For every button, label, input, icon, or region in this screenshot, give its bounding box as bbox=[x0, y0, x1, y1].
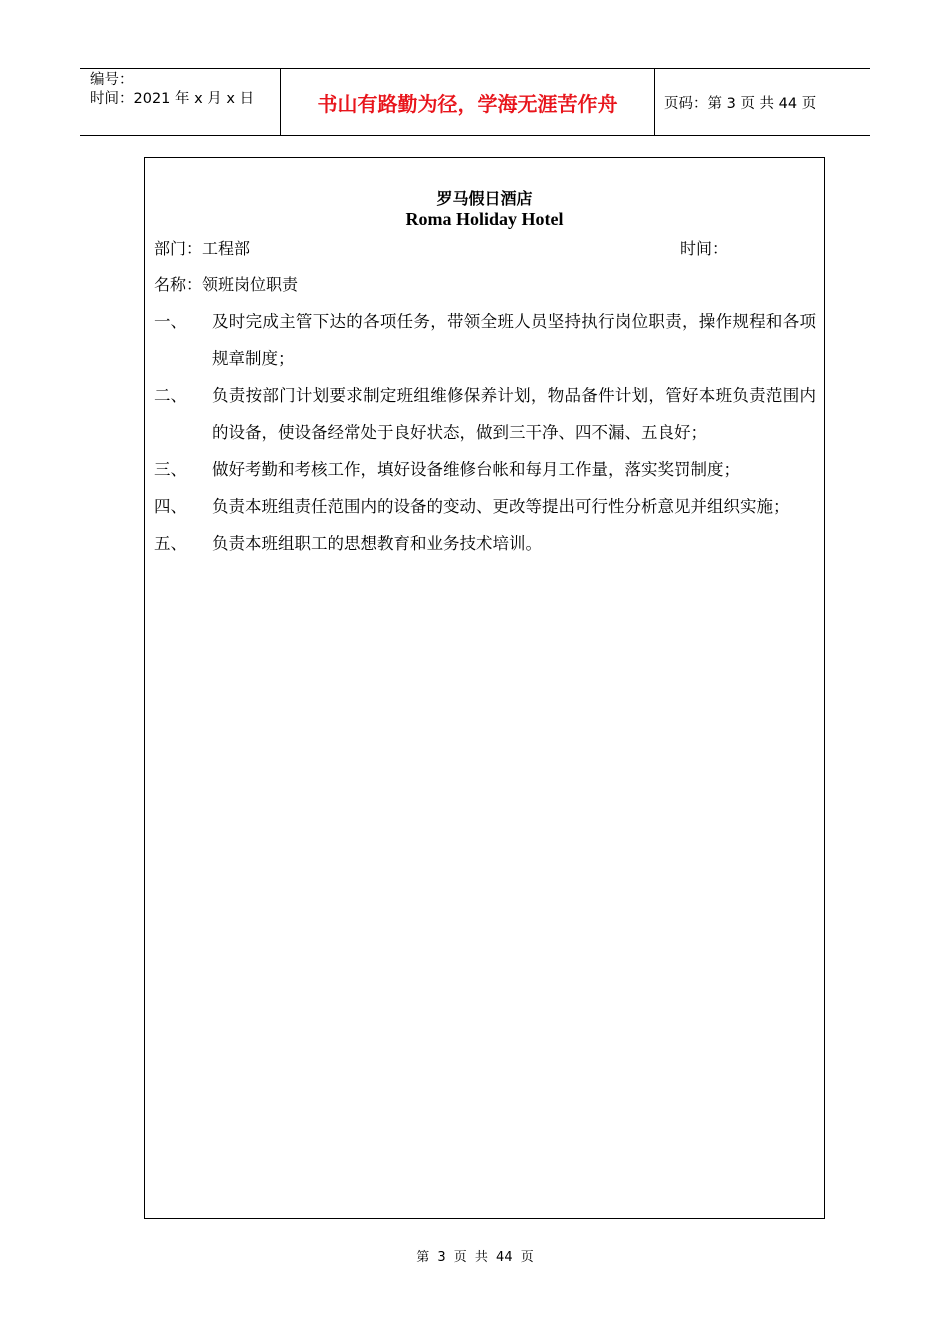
document-title-en: Roma Holiday Hotel bbox=[405, 209, 564, 229]
document-frame bbox=[144, 157, 825, 1219]
item-text: 负责本班组责任范围内的设备的变动、更改等提出可行性分析意见并组织实施； bbox=[212, 497, 790, 516]
item-text: 及时完成主管下达的各项任务，带领全班人员坚持执行岗位职责，操作规程和各项规章制度； bbox=[212, 312, 816, 368]
header-number-label: 编号： bbox=[90, 72, 134, 88]
item-number: 四、 bbox=[154, 497, 187, 516]
header-motto: 书山有路勤为径，学海无涯苦作舟 bbox=[281, 69, 655, 135]
list-item bbox=[154, 525, 816, 562]
item-number: 二、 bbox=[154, 386, 187, 405]
item-text: 负责按部门计划要求制定班组维修保养计划，物品备件计划，管好本班负责范围内的设备，使设备经常处于良好状态，做到三干净、四不漏、五良好； bbox=[212, 386, 816, 442]
page-footer: 第 3 页 共 44 页 bbox=[416, 1250, 534, 1265]
time-field: 时间： bbox=[680, 239, 729, 258]
item-number: 一、 bbox=[154, 312, 187, 331]
document-title-cn: 罗马假日酒店 bbox=[436, 189, 533, 208]
item-number: 三、 bbox=[154, 460, 187, 479]
item-text: 做好考勤和考核工作，填好设备维修台帐和每月工作量，落实奖罚制度； bbox=[212, 460, 740, 479]
list-item bbox=[154, 488, 816, 525]
item-text: 负责本班组职工的思想教育和业务技术培训。 bbox=[212, 534, 542, 553]
item-number: 五、 bbox=[154, 534, 187, 553]
department-field: 部门：工程部 bbox=[154, 239, 251, 258]
header-page-info: 页码：第 3 页 共 44 页 bbox=[664, 95, 817, 112]
header-meta bbox=[80, 69, 281, 135]
name-field: 名称：领班岗位职责 bbox=[154, 275, 299, 294]
list-item bbox=[154, 451, 816, 488]
list-item bbox=[154, 303, 816, 377]
list-item bbox=[154, 377, 816, 451]
duty-list bbox=[154, 303, 816, 562]
header-time-label: 时间：2021 年 x 月 x 日 bbox=[90, 91, 255, 107]
page-header bbox=[80, 68, 870, 136]
